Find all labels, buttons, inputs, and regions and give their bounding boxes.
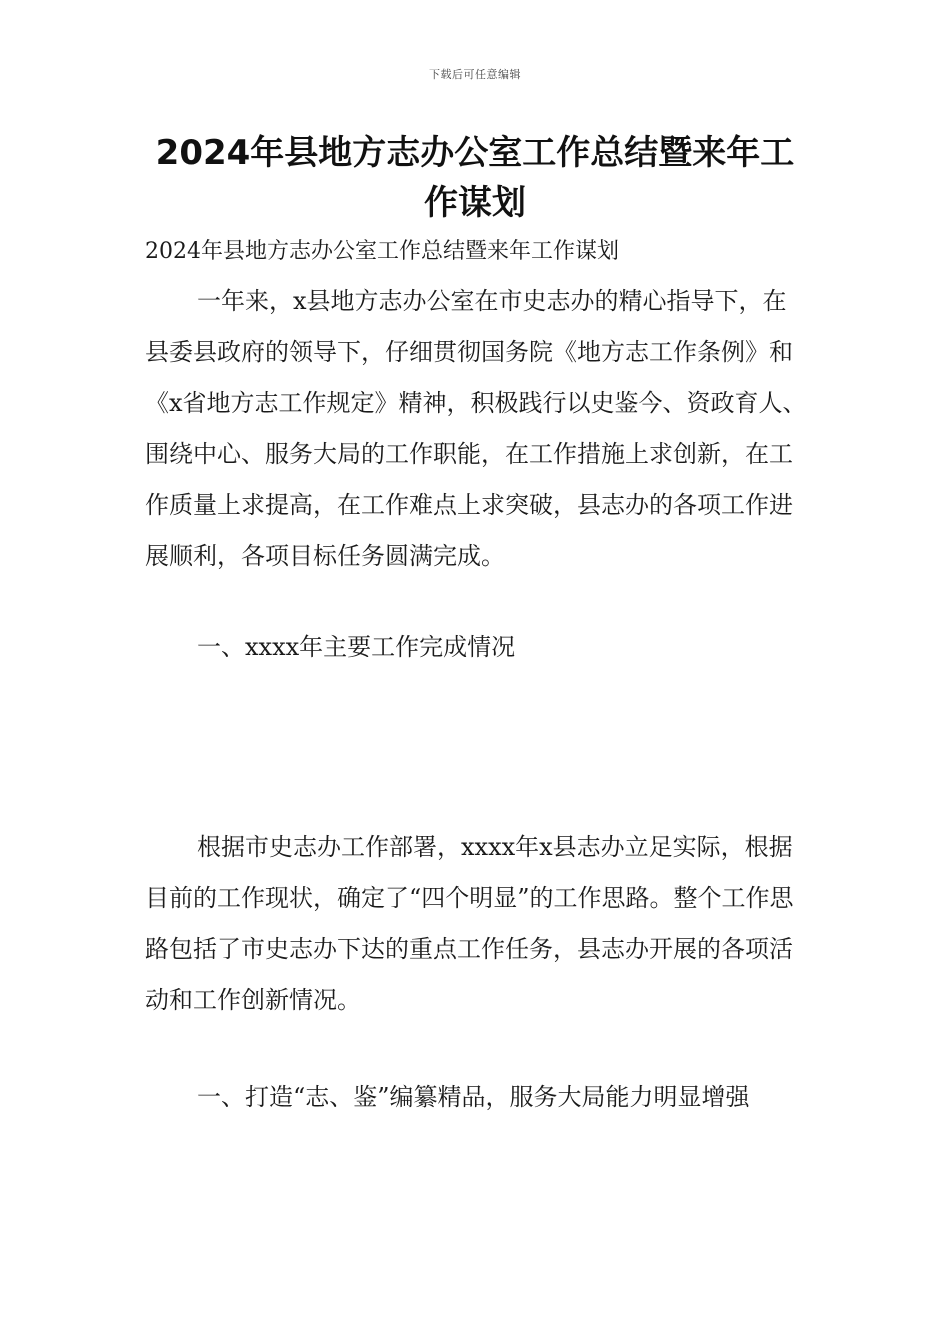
intro-paragraph: 一年来，x县地方志办公室在市史志办的精心指导下，在县委县政府的领导下，仔细贯彻国务院《地方志工作条例》和《x省地方志工作规定》精神，积极践行以史鉴今、资政育人、围绕中心、服务大局的工作职能，在工作措施上求创新，在工作质量上求提高，在工作难点上求突破，县志办的各项工作进展顺利，各项目标任务圆满完成。 bbox=[145, 287, 807, 570]
section-heading-compilation: 一、打造“志、鉴”编纂精品，服务大局能力明显增强 bbox=[197, 1083, 750, 1111]
page-header-note: 下载后可任意编辑 bbox=[429, 68, 521, 81]
section-heading-main-work: 一、xxxx年主要工作完成情况 bbox=[197, 633, 516, 661]
work-approach-paragraph: 根据市史志办工作部署，xxxx年x县志办立足实际，根据目前的工作现状，确定了“四个明显”的工作思路。整个工作思路包括了市史志办下达的重点工作任务，县志办开展的各项活动和工作创新情况。 bbox=[145, 833, 794, 1014]
document-title: 2024年县地方志办公室工作总结暨来年工作谋划 bbox=[155, 133, 795, 223]
document-subtitle: 2024年县地方志办公室工作总结暨来年工作谋划 bbox=[145, 239, 619, 264]
